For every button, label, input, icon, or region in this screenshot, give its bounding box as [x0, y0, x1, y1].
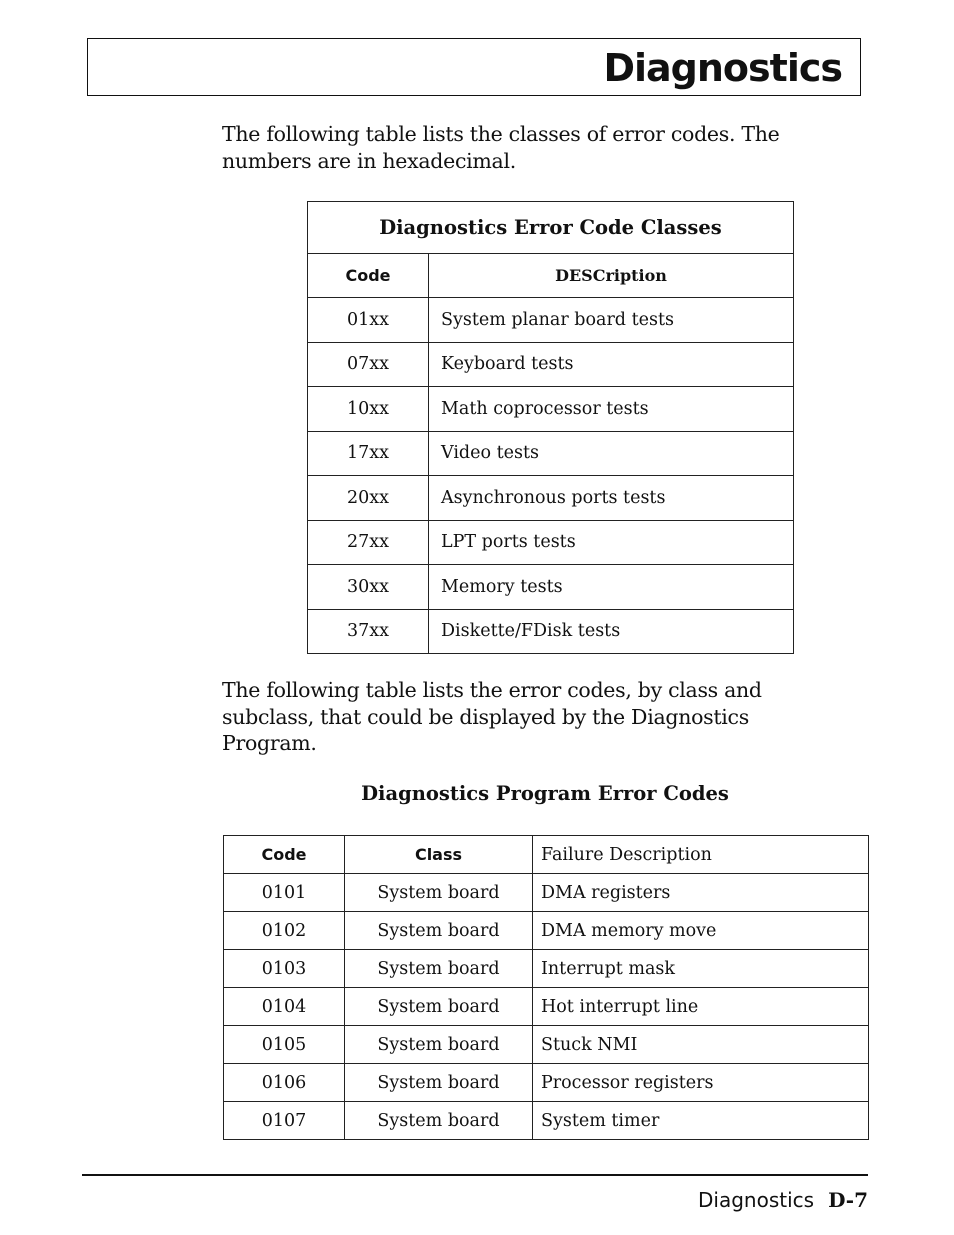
- page-header: [87, 38, 861, 96]
- column-header-failure-description: Failure Description: [533, 836, 869, 874]
- table-row: [224, 912, 869, 950]
- code-cell: 01xx: [308, 298, 429, 343]
- description-cell: Asynchronous ports tests: [429, 476, 794, 521]
- class-cell: System board: [345, 1102, 533, 1140]
- description-cell: Keyboard tests: [429, 342, 794, 387]
- table-row: [308, 565, 794, 610]
- description-cell: Math coprocessor tests: [429, 387, 794, 432]
- table-caption: Diagnostics Error Code Classes: [308, 202, 794, 254]
- table-row: [308, 476, 794, 521]
- code-cell: 0101: [224, 874, 345, 912]
- failure-cell: DMA registers: [533, 874, 869, 912]
- description-cell: Diskette/FDisk tests: [429, 609, 794, 654]
- page-footer: [698, 1186, 868, 1215]
- code-cell: 0103: [224, 950, 345, 988]
- failure-cell: Stuck NMI: [533, 1026, 869, 1064]
- program-error-codes-table: [223, 835, 869, 1140]
- code-cell: 17xx: [308, 431, 429, 476]
- code-cell: 0105: [224, 1026, 345, 1064]
- code-cell: 30xx: [308, 565, 429, 610]
- table-row: [224, 988, 869, 1026]
- code-cell: 0104: [224, 988, 345, 1026]
- page-number: D-7: [828, 1188, 868, 1212]
- failure-cell: Hot interrupt line: [533, 988, 869, 1026]
- class-cell: System board: [345, 988, 533, 1026]
- class-cell: System board: [345, 874, 533, 912]
- class-cell: System board: [345, 912, 533, 950]
- table-caption: Diagnostics Program Error Codes: [361, 782, 729, 805]
- description-cell: Video tests: [429, 431, 794, 476]
- intro-paragraph-2: The following table lists the error codes, by class and subclass, that could be displayed by the Diagnostics Program.: [222, 678, 762, 755]
- table-row: [224, 1026, 869, 1064]
- code-cell: 27xx: [308, 520, 429, 565]
- failure-cell: Interrupt mask: [533, 950, 869, 988]
- failure-cell: DMA memory move: [533, 912, 869, 950]
- table-row: [224, 1064, 869, 1102]
- code-cell: 20xx: [308, 476, 429, 521]
- column-header-code: Code: [308, 254, 429, 298]
- code-cell: 0107: [224, 1102, 345, 1140]
- code-cell: 0106: [224, 1064, 345, 1102]
- table-row: [308, 342, 794, 387]
- description-cell: System planar board tests: [429, 298, 794, 343]
- description-cell: Memory tests: [429, 565, 794, 610]
- description-cell: LPT ports tests: [429, 520, 794, 565]
- table-row: [224, 874, 869, 912]
- code-cell: 07xx: [308, 342, 429, 387]
- table-row: [308, 431, 794, 476]
- failure-cell: Processor registers: [533, 1064, 869, 1102]
- table-row: [308, 298, 794, 343]
- footer-divider: [82, 1174, 868, 1176]
- code-cell: 0102: [224, 912, 345, 950]
- footer-section-name: Diagnostics: [698, 1188, 815, 1212]
- table-row: [308, 520, 794, 565]
- column-header-code: Code: [224, 836, 345, 874]
- page-title: Diagnostics: [603, 46, 842, 90]
- column-header-description: DESCription: [429, 254, 794, 298]
- code-cell: 10xx: [308, 387, 429, 432]
- code-cell: 37xx: [308, 609, 429, 654]
- table-row: [224, 950, 869, 988]
- error-code-classes-table: [307, 201, 794, 654]
- class-cell: System board: [345, 1026, 533, 1064]
- table-row: [308, 387, 794, 432]
- failure-cell: System timer: [533, 1102, 869, 1140]
- class-cell: System board: [345, 1064, 533, 1102]
- table-row: [224, 1102, 869, 1140]
- column-header-class: Class: [345, 836, 533, 874]
- table-row: [308, 609, 794, 654]
- intro-paragraph-1: The following table lists the classes of error codes. The numbers are in hexadecimal.: [222, 122, 780, 173]
- class-cell: System board: [345, 950, 533, 988]
